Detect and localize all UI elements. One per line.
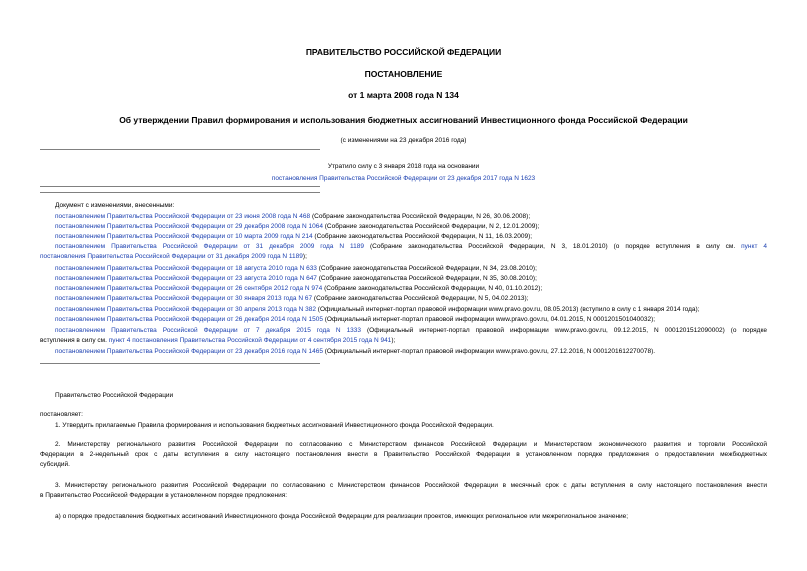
paragraph-3-line: 3. Министерству регионального развития Российской Федерации по согласованию с Министерством финансов Российской Федерации в месячный срок с даты вступления в силу настоящего постановления внести	[55, 482, 767, 489]
org-heading: ПРАВИТЕЛЬСТВО РОССИЙСКОЙ ФЕДЕРАЦИИ	[305, 47, 502, 57]
divider	[40, 186, 320, 187]
amendment-item	[55, 242, 767, 251]
amendment-source: (Собрание законодательства Российской Федерации, N 11, 16.03.2009);	[312, 233, 533, 240]
amendment-item-cont	[40, 252, 307, 261]
doc-title: Об утверждении Правил формирования и использования бюджетных ассигнований Инвестиционного фонда Российской Федерации	[119, 115, 688, 125]
amendment-source: );	[302, 253, 307, 260]
amendment-link[interactable]: постановлением Правительства Российской Федерации от 29 декабря 2008 года N 1064	[55, 223, 323, 230]
expired-link-line	[0, 175, 807, 182]
amendment-source: (Официальный интернет-портал правовой информации www.pravo.gov.ru, 04.01.2015, N 0001201501040032);	[322, 316, 656, 323]
amendment-item	[55, 326, 767, 335]
amendment-clause-link[interactable]: пункт 4 постановления Правительства Российской Федерации от 4 сентября 2015 года N 941	[106, 337, 392, 344]
expired-basis-link[interactable]: постановления Правительства Российской Федерации от 23 декабря 2017 года N 1623	[271, 175, 536, 182]
amendment-source: (Собрание законодательства Российской Федерации, N 26, 30.06.2008);	[310, 213, 531, 220]
changes-note: (с изменениями на 23 декабря 2016 года)	[340, 137, 467, 144]
amendment-item	[55, 294, 528, 303]
amendment-link[interactable]: постановлением Правительства Российской Федерации от 7 декабря 2015 года N 1333	[55, 327, 362, 334]
expired-notice: Утратило силу с 3 января 2018 года на основании	[327, 163, 480, 170]
amendment-source: (Официальный интернет-портал правовой информации www.pravo.gov.ru, 27.12.2016, N 0001201612270078).	[322, 348, 656, 355]
paragraph-3a: а) о порядке предоставления бюджетных ассигнований Инвестиционного фонда Российской Федерации для реализации проектов, имеющих региональное или межрегиональное значение;	[55, 513, 629, 520]
doc-date-number: от 1 марта 2008 года N 134	[348, 90, 459, 100]
amendment-item-cont	[40, 336, 395, 345]
amendment-link[interactable]: постановлением Правительства Российской Федерации от 18 августа 2010 года N 633	[55, 265, 317, 272]
issuing-body: Правительство Российской Федерации	[55, 392, 174, 399]
amendment-source: );	[391, 337, 396, 344]
amendment-link[interactable]: постановлением Правительства Российской Федерации от 31 декабря 2009 года N 1189	[55, 243, 364, 250]
amendment-link[interactable]: постановления Правительства Российской Федерации от 31 декабря 2009 года N 1189	[40, 253, 303, 260]
paragraph-1: 1. Утвердить прилагаемые Правила формирования и использования бюджетных ассигнований Инвестиционного фонда Российской Федерации.	[55, 422, 494, 429]
paragraph-2-line: субсидий.	[40, 461, 70, 468]
amendment-clause-link[interactable]: пункт 4	[735, 243, 767, 250]
amendment-source: (Собрание законодательства Российской Федерации, N 35, 30.08.2010);	[316, 275, 537, 282]
doc-type-heading: ПОСТАНОВЛЕНИЕ	[364, 69, 443, 79]
amendment-source: (Собрание законодательства Российской Федерации, N 3, 18.01.2010) (о порядке вступления в силу см.	[364, 243, 736, 250]
divider	[40, 192, 320, 193]
amendment-item	[55, 264, 537, 273]
amendment-link[interactable]: постановлением Правительства Российской Федерации от 23 июня 2008 года N 468	[55, 213, 311, 220]
divider	[40, 363, 320, 364]
amendment-source: вступления в силу см.	[40, 337, 107, 344]
amendment-item	[55, 284, 542, 293]
amendment-source: (Официальный интернет-портал правовой информации www.pravo.gov.ru, 09.12.2015, N 0001201512090002) (о порядке	[361, 327, 767, 334]
amendment-link[interactable]: постановлением Правительства Российской Федерации от 30 января 2013 года N 67	[55, 295, 313, 302]
amendment-item	[55, 222, 539, 231]
paragraph-3-line: в Правительство Российской Федерации в установленном порядке предложения:	[40, 492, 288, 499]
amendment-item	[55, 305, 700, 314]
paragraph-2-line: Федерации в 2-недельный срок с даты вступления в силу настоящего постановления внести в Правительство Российской Федерации в установленном порядке предложения о предоставлении межбюджетных	[40, 451, 767, 458]
amendment-item	[55, 315, 655, 324]
divider	[40, 149, 320, 150]
amendment-item	[55, 232, 532, 241]
amendments-intro: Документ с изменениями, внесенными:	[55, 202, 175, 209]
amendment-source: (Официальный интернет-портал правовой информации www.pravo.gov.ru, 08.05.2013) (вступило в силу с 1 января 2014 года);	[316, 306, 700, 313]
paragraph-2-line: 2. Министерству регионального развития Российской Федерации по согласованию с Министерством финансов Российской Федерации и Министерством экономического развития и торговли Российской	[55, 441, 767, 448]
amendment-link[interactable]: постановлением Правительства Российской Федерации от 30 апреля 2013 года N 382	[55, 306, 316, 313]
resolves-word: постановляет:	[40, 411, 83, 418]
amendment-source: (Собрание законодательства Российской Федерации, N 40, 01.10.2012);	[322, 285, 543, 292]
amendment-item	[55, 212, 530, 221]
amendment-link[interactable]: постановлением Правительства Российской Федерации от 26 декабря 2014 года N 1505	[55, 316, 323, 323]
amendment-link[interactable]: постановлением Правительства Российской Федерации от 26 сентября 2012 года N 974	[55, 285, 323, 292]
amendment-link[interactable]: постановлением Правительства Российской Федерации от 23 декабря 2016 года N 1465	[55, 348, 323, 355]
amendment-source: (Собрание законодательства Российской Федерации, N 5, 04.02.2013);	[312, 295, 529, 302]
amendment-link[interactable]: постановлением Правительства Российской Федерации от 23 августа 2010 года N 647	[55, 275, 317, 282]
amendment-item	[55, 347, 655, 356]
amendment-link[interactable]: постановлением Правительства Российской Федерации от 10 марта 2009 года N 214	[55, 233, 313, 240]
amendment-item	[55, 274, 537, 283]
amendment-source: (Собрание законодательства Российской Федерации, N 34, 23.08.2010);	[316, 265, 537, 272]
amendment-source: (Собрание законодательства Российской Федерации, N 2, 12.01.2009);	[322, 223, 540, 230]
